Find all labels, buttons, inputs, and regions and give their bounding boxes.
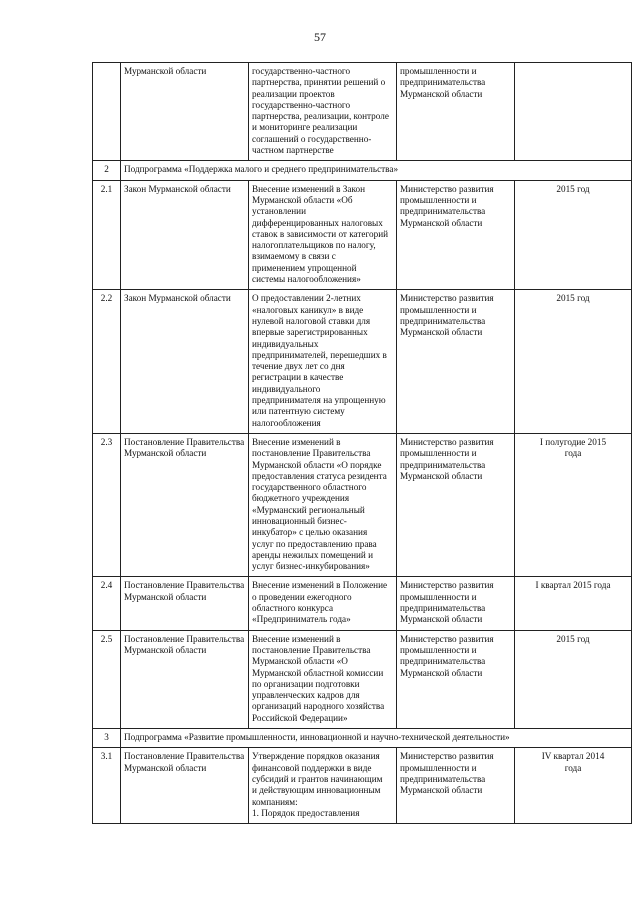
act-description-cell: Внесение изменений в постановление Правительства Мурманской области «О порядке предоставления статуса резидента государственного областного бюджетного учреждения «Мурманский региональный инновационный бизнес- инкубатор» с целью оказания услуг по предоставлению права аренды нежилых помещений и услуг бизнес-инкубирования» [249,433,397,577]
row-number-cell: 2.4 [93,577,121,630]
act-description-cell: О предоставлении 2-летних «налоговых каникул» в виде нулевой налоговой ставки для впервые зарегистрированных индивидуальных предпринимателей, перешедших в течение двух лет со дня регистрации в качестве индивидуального предпринимателя на упрощенную или патентную систему налогообложения [249,290,397,434]
row-number-cell: 2.2 [93,290,121,434]
act-description-cell: Внесение изменений в Закон Мурманской области «Об установлении дифференцированных налоговых ставок в зависимости от категорий налогоплательщиков по налогу, взимаемому в связи с применением упрощенной системы налогообложения» [249,180,397,290]
executor-cell: Министерство развития промышленности и предпринимательства Мурманской области [397,180,515,290]
table-row [93,630,632,728]
executor-cell: Министерство развития промышленности и предпринимательства Мурманской области [397,630,515,728]
table-row [93,180,632,290]
deadline-cell: IV квартал 2014 года [515,748,632,824]
row-number-cell: 2.1 [93,180,121,290]
row-number-cell: 3.1 [93,748,121,824]
executor-cell: Министерство развития промышленности и предпринимательства Мурманской области [397,433,515,577]
table-row [93,63,632,161]
table-row [93,577,632,630]
act-type-cell: Мурманской области [121,63,249,161]
deadline-cell: 2015 год [515,180,632,290]
legal-acts-table [92,62,632,824]
act-description-cell: Внесение изменений в Положение о проведении ежегодного областного конкурса «Предприниматель года» [249,577,397,630]
act-type-cell: Постановление Правительства Мурманской области [121,433,249,577]
table-row [93,433,632,577]
section-row [93,161,632,180]
table-row [93,748,632,824]
act-type-cell: Закон Мурманской области [121,290,249,434]
deadline-cell [515,63,632,161]
executor-cell: Министерство развития промышленности и предпринимательства Мурманской области [397,290,515,434]
section-row [93,729,632,748]
act-description-cell: Утверждение порядков оказания финансовой поддержки в виде субсидий и грантов начинающим и действующим инновационным компаниям: 1. Порядок предоставления [249,748,397,824]
row-number-cell [93,63,121,161]
deadline-cell: 2015 год [515,630,632,728]
act-description-cell: Внесение изменений в постановление Правительства Мурманской области «О Мурманской областной комиссии по организации подготовки управленческих кадров для организаций народного хозяйства Российской Федерации» [249,630,397,728]
section-number: 2 [93,161,121,180]
table-row [93,290,632,434]
section-title: Подпрограмма «Поддержка малого и среднего предпринимательства» [121,161,632,180]
act-description-cell: государственно-частного партнерства, принятии решений о реализации проектов государственно-частного партнерства, реализации, контроле и мониторинге реализации соглашений о государственно- частном партнерстве [249,63,397,161]
row-number-cell: 2.3 [93,433,121,577]
act-type-cell: Постановление Правительства Мурманской области [121,577,249,630]
deadline-cell: I полугодие 2015 года [515,433,632,577]
act-type-cell: Постановление Правительства Мурманской области [121,630,249,728]
act-type-cell: Постановление Правительства Мурманской области [121,748,249,824]
executor-cell: Министерство развития промышленности и предпринимательства Мурманской области [397,577,515,630]
deadline-cell: I квартал 2015 года [515,577,632,630]
row-number-cell: 2.5 [93,630,121,728]
act-type-cell: Закон Мурманской области [121,180,249,290]
page-number: 57 [314,30,326,44]
executor-cell: промышленности и предпринимательства Мурманской области [397,63,515,161]
executor-cell: Министерство развития промышленности и предпринимательства Мурманской области [397,748,515,824]
deadline-cell: 2015 год [515,290,632,434]
section-number: 3 [93,729,121,748]
section-title: Подпрограмма «Развитие промышленности, инновационной и научно-технической деятельности» [121,729,632,748]
